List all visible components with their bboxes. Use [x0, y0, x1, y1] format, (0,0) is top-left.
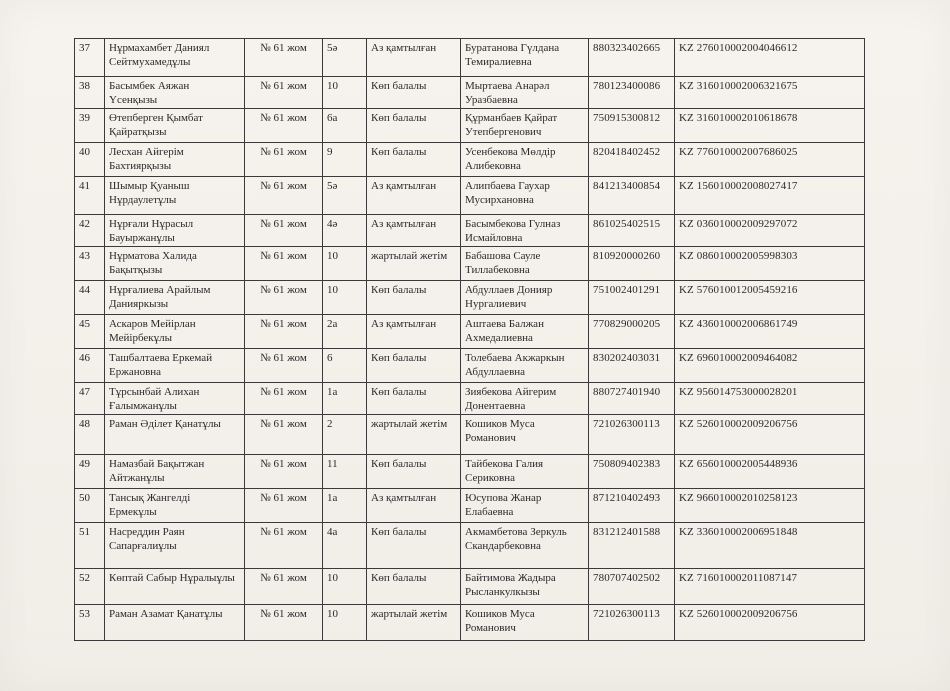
table-row: [75, 383, 865, 415]
school-name: № 61 жом: [245, 215, 323, 247]
guardian-iin: 820418402452: [589, 143, 675, 177]
school-name: № 61 жом: [245, 489, 323, 523]
row-number: 41: [75, 177, 105, 215]
row-number: 51: [75, 523, 105, 569]
guardian-iin: 871210402493: [589, 489, 675, 523]
guardian-name: Байтимова Жадыра Рысланкулкызы: [461, 569, 589, 605]
class-grade: 4а: [323, 523, 367, 569]
bank-account: KZ 966010002010258123: [675, 489, 865, 523]
student-name: Раман Әділет Қанатұлы: [105, 415, 245, 455]
row-number: 45: [75, 315, 105, 349]
bank-account: KZ 526010002009206756: [675, 605, 865, 641]
roster-body: [75, 39, 865, 641]
table-row: [75, 39, 865, 77]
guardian-name: Зиябекова Айгерим Донентаевна: [461, 383, 589, 415]
guardian-iin: 770829000205: [589, 315, 675, 349]
guardian-name: Усенбекова Мөлдір Алибековна: [461, 143, 589, 177]
guardian-iin: 750809402383: [589, 455, 675, 489]
guardian-name: Толебаева Акжаркын Абдуллаевна: [461, 349, 589, 383]
school-name: № 61 жом: [245, 281, 323, 315]
guardian-name: Кошиков Муса Романович: [461, 605, 589, 641]
class-grade: 11: [323, 455, 367, 489]
guardian-name: Құрманбаев Қайрат Утепбергенович: [461, 109, 589, 143]
social-category: Көп балалы: [367, 383, 461, 415]
table-row: [75, 455, 865, 489]
bank-account: KZ 156010002008027417: [675, 177, 865, 215]
school-name: № 61 жом: [245, 383, 323, 415]
class-grade: 10: [323, 569, 367, 605]
guardian-name: Басымбекова Гулназ Исмайловна: [461, 215, 589, 247]
row-number: 50: [75, 489, 105, 523]
table-row: [75, 143, 865, 177]
student-name: Намазбай Бақытжан Айтжанұлы: [105, 455, 245, 489]
row-number: 40: [75, 143, 105, 177]
school-name: № 61 жом: [245, 349, 323, 383]
school-name: № 61 жом: [245, 569, 323, 605]
class-grade: 9: [323, 143, 367, 177]
table-row: [75, 605, 865, 641]
bank-account: KZ 776010002007686025: [675, 143, 865, 177]
bank-account: KZ 656010002005448936: [675, 455, 865, 489]
row-number: 53: [75, 605, 105, 641]
table-row: [75, 281, 865, 315]
bank-account: KZ 696010002009464082: [675, 349, 865, 383]
social-category: Көп балалы: [367, 455, 461, 489]
student-name: Басымбек Аяжан Үсенқызы: [105, 77, 245, 109]
class-grade: 1а: [323, 489, 367, 523]
student-name: Өтепберген Қымбат Қайратқызы: [105, 109, 245, 143]
table-row: [75, 315, 865, 349]
guardian-iin: 880323402665: [589, 39, 675, 77]
school-name: № 61 жом: [245, 415, 323, 455]
guardian-name: Буратанова Гүлдана Темиралиевна: [461, 39, 589, 77]
row-number: 38: [75, 77, 105, 109]
student-name: Нұрғалиева Арайлым Данияркызы: [105, 281, 245, 315]
social-category: Аз қамтылған: [367, 489, 461, 523]
row-number: 48: [75, 415, 105, 455]
school-name: № 61 жом: [245, 523, 323, 569]
bank-account: KZ 436010002006861749: [675, 315, 865, 349]
social-category: Аз қамтылған: [367, 215, 461, 247]
class-grade: 4ә: [323, 215, 367, 247]
school-name: № 61 жом: [245, 109, 323, 143]
school-name: № 61 жом: [245, 315, 323, 349]
class-grade: 10: [323, 605, 367, 641]
social-category: Көп балалы: [367, 569, 461, 605]
school-name: № 61 жом: [245, 39, 323, 77]
class-grade: 10: [323, 77, 367, 109]
school-name: № 61 жом: [245, 143, 323, 177]
student-name: Көптай Сабыр Нұралыұлы: [105, 569, 245, 605]
guardian-iin: 861025402515: [589, 215, 675, 247]
class-grade: 2: [323, 415, 367, 455]
guardian-name: Акмамбетова Зеркуль Скандарбековна: [461, 523, 589, 569]
school-name: № 61 жом: [245, 455, 323, 489]
class-grade: 10: [323, 281, 367, 315]
social-category: жартылай жетім: [367, 605, 461, 641]
row-number: 39: [75, 109, 105, 143]
table-row: [75, 415, 865, 455]
guardian-iin: 750915300812: [589, 109, 675, 143]
social-category: Көп балалы: [367, 523, 461, 569]
school-name: № 61 жом: [245, 77, 323, 109]
student-name: Нұрғали Нұрасыл Бауыржанұлы: [105, 215, 245, 247]
social-category: Көп балалы: [367, 77, 461, 109]
social-category: жартылай жетім: [367, 247, 461, 281]
table-row: [75, 247, 865, 281]
class-grade: 5ә: [323, 39, 367, 77]
row-number: 44: [75, 281, 105, 315]
row-number: 37: [75, 39, 105, 77]
bank-account: KZ 716010002011087147: [675, 569, 865, 605]
student-name: Шымыр Қуаныш Нұрдаулетұлы: [105, 177, 245, 215]
row-number: 47: [75, 383, 105, 415]
student-name: Тұрсынбай Алихан Ғалымжанұлы: [105, 383, 245, 415]
guardian-name: Алипбаева Гаухар Мусирхановна: [461, 177, 589, 215]
row-number: 49: [75, 455, 105, 489]
guardian-iin: 751002401291: [589, 281, 675, 315]
guardian-name: Аштаева Балжан Ахмедалиевна: [461, 315, 589, 349]
bank-account: KZ 956014753000028201: [675, 383, 865, 415]
bank-account: KZ 036010002009297072: [675, 215, 865, 247]
row-number: 46: [75, 349, 105, 383]
class-grade: 6а: [323, 109, 367, 143]
student-name: Раман Азамат Қанатұлы: [105, 605, 245, 641]
class-grade: 5ә: [323, 177, 367, 215]
guardian-name: Кошиков Муса Романович: [461, 415, 589, 455]
guardian-name: Тайбекова Галия Сериковна: [461, 455, 589, 489]
social-category: Көп балалы: [367, 349, 461, 383]
social-category: Көп балалы: [367, 109, 461, 143]
guardian-iin: 780707402502: [589, 569, 675, 605]
social-category: Аз қамтылған: [367, 177, 461, 215]
row-number: 52: [75, 569, 105, 605]
bank-account: KZ 576010012005459216: [675, 281, 865, 315]
row-number: 43: [75, 247, 105, 281]
guardian-name: Юсупова Жанар Елабаевна: [461, 489, 589, 523]
class-grade: 6: [323, 349, 367, 383]
social-category: Аз қамтылған: [367, 39, 461, 77]
table-row: [75, 349, 865, 383]
guardian-iin: 830202403031: [589, 349, 675, 383]
table-row: [75, 77, 865, 109]
student-name: Нұрмахамбет Даниял Сейтмухамедұлы: [105, 39, 245, 77]
table-row: [75, 489, 865, 523]
social-category: Аз қамтылған: [367, 315, 461, 349]
table-row: [75, 523, 865, 569]
bank-account: KZ 316010002006321675: [675, 77, 865, 109]
guardian-iin: 841213400854: [589, 177, 675, 215]
student-name: Ташбалтаева Еркемай Ержановна: [105, 349, 245, 383]
table-row: [75, 177, 865, 215]
guardian-name: Мыртаева Анарәл Уразбаевна: [461, 77, 589, 109]
guardian-iin: 721026300113: [589, 605, 675, 641]
table-row: [75, 109, 865, 143]
social-category: Көп балалы: [367, 281, 461, 315]
school-name: № 61 жом: [245, 247, 323, 281]
student-name: Насреддин Раян Сапарғалиұлы: [105, 523, 245, 569]
table-row: [75, 569, 865, 605]
bank-account: KZ 316010002010618678: [675, 109, 865, 143]
guardian-iin: 721026300113: [589, 415, 675, 455]
guardian-iin: 880727401940: [589, 383, 675, 415]
bank-account: KZ 276010002004046612: [675, 39, 865, 77]
social-category: жартылай жетім: [367, 415, 461, 455]
student-name: Лесхан Айгерім Бахтиярқызы: [105, 143, 245, 177]
student-name: Аскаров Мейірлан Мейірбекұлы: [105, 315, 245, 349]
student-name: Нұрматова Халида Бақытқызы: [105, 247, 245, 281]
guardian-name: Абдуллаев Донияр Нургалиевич: [461, 281, 589, 315]
class-grade: 10: [323, 247, 367, 281]
guardian-iin: 780123400086: [589, 77, 675, 109]
guardian-iin: 810920000260: [589, 247, 675, 281]
bank-account: KZ 086010002005998303: [675, 247, 865, 281]
class-grade: 2а: [323, 315, 367, 349]
bank-account: KZ 526010002009206756: [675, 415, 865, 455]
row-number: 42: [75, 215, 105, 247]
guardian-iin: 831212401588: [589, 523, 675, 569]
social-category: Көп балалы: [367, 143, 461, 177]
class-grade: 1а: [323, 383, 367, 415]
guardian-name: Бабашова Сауле Тиллабековна: [461, 247, 589, 281]
school-name: № 61 жом: [245, 605, 323, 641]
school-name: № 61 жом: [245, 177, 323, 215]
table-row: [75, 215, 865, 247]
bank-account: KZ 336010002006951848: [675, 523, 865, 569]
student-roster-table: [74, 38, 865, 641]
student-name: Тансық Жангелді Ермекұлы: [105, 489, 245, 523]
